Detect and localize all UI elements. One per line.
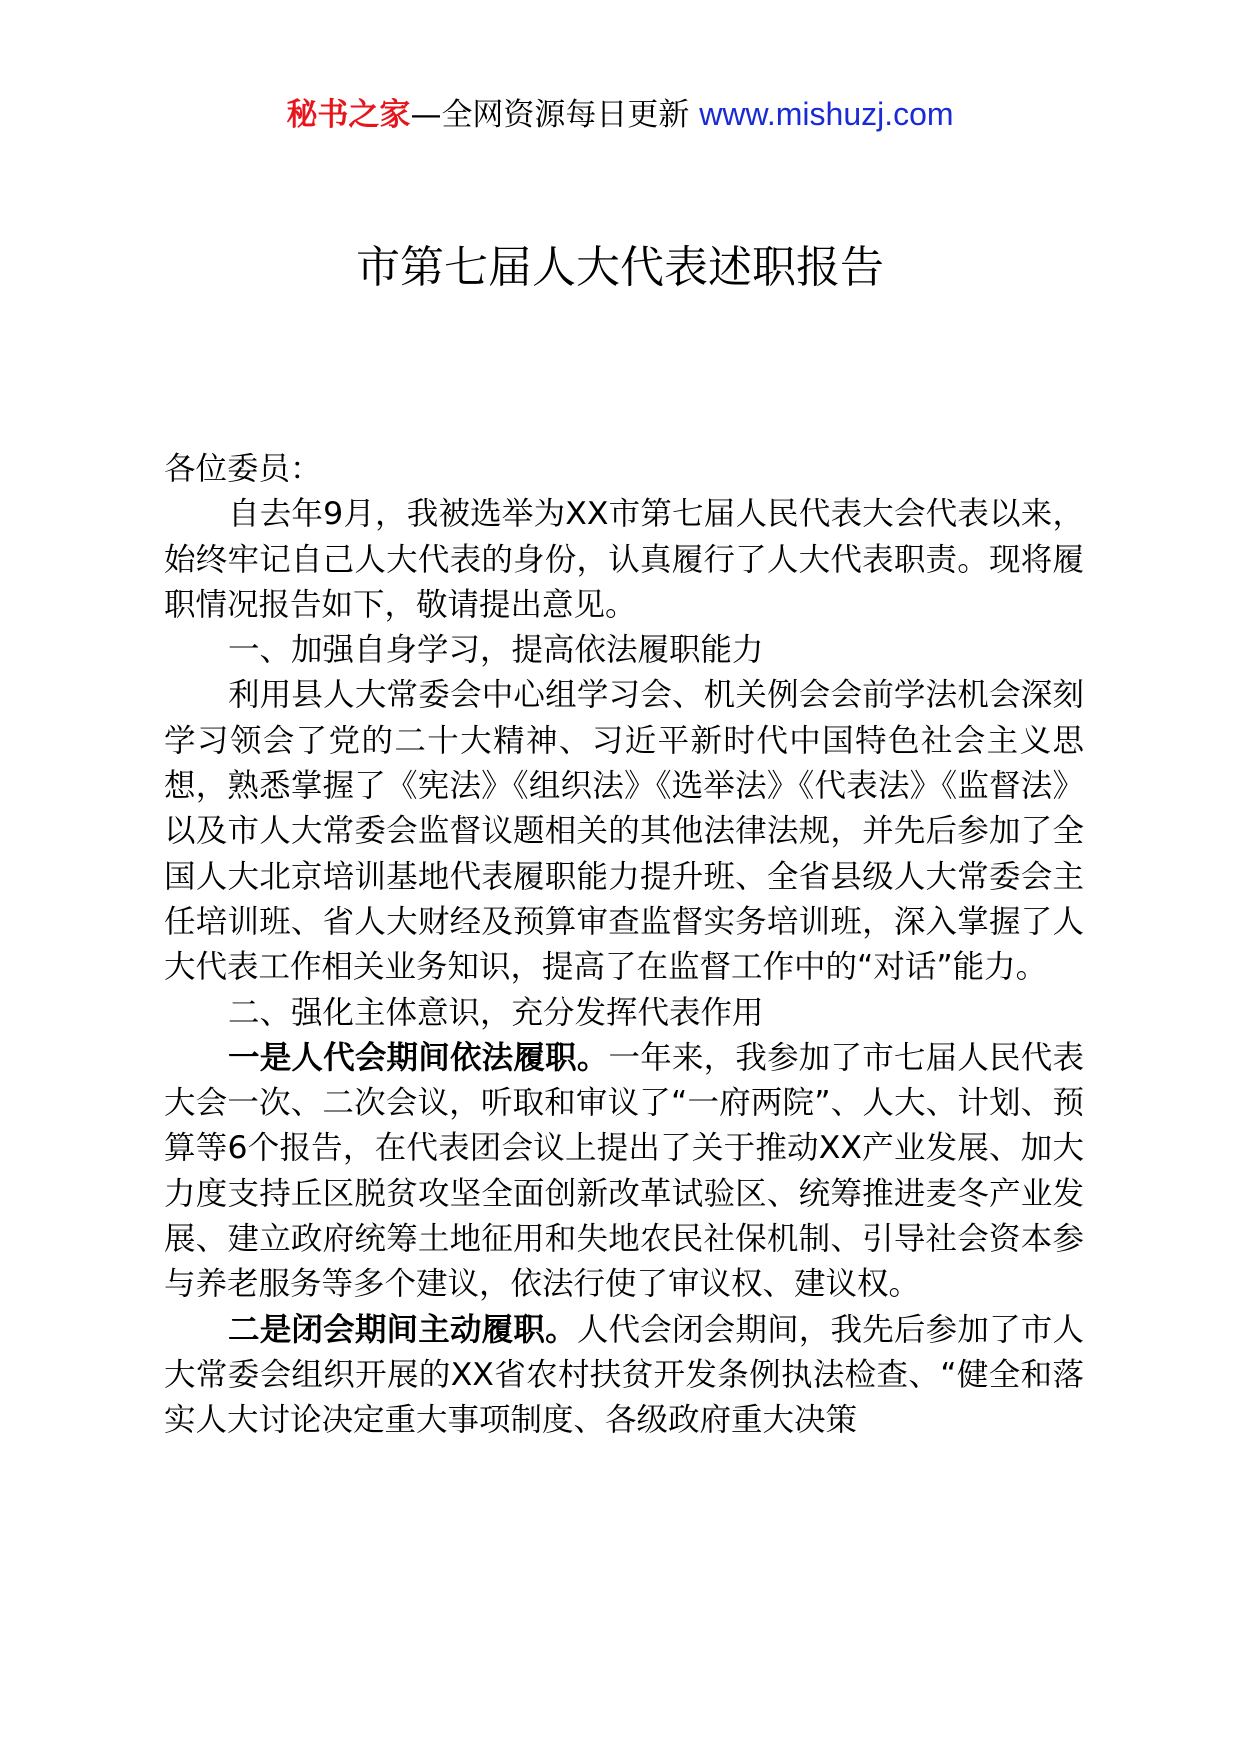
section-heading-1: 一、加强自身学习，提高依法履职能力 (228, 632, 764, 669)
item-paragraph-2 (164, 1308, 1084, 1444)
site-header (0, 92, 1240, 137)
site-url-link[interactable]: www.mishuzj.com (699, 96, 954, 132)
document-body (164, 447, 1084, 1444)
item-lead-2: 二是闭会期间主动履职。 (228, 1311, 577, 1348)
site-brand: 秘书之家 (286, 97, 411, 133)
section-paragraph-1: 利用县人大常委会中心组学习会、机关例会会前学法机会深刻学习领会了党的二十大精神、习近平新时代中国特色社会主义思想，熟悉掌握了《宪法》《组织法》《选举法》《代表法》《监督法》以及市人大常委会监督议题相关的其他法律法规，并先后参加了全国人大北京培训基地代表履职能力提升班、全省县级人大常委会主任培训班、省人大财经及预算审查监督实务培训班，深入掌握了人大代表工作相关业务知识，提高了在监督工作中的“对话”能力。 (164, 677, 1084, 986)
item-lead-1: 一是人代会期间依法履职。 (228, 1039, 609, 1076)
intro-paragraph: 自去年9月，我被选举为XX市第七届人民代表大会代表以来，始终牢记自己人大代表的身份，认真履行了人大代表职责。现将履职情况报告如下，敬请提出意见。 (164, 496, 1084, 623)
item-text-2: 人代会闭会期间，我先后参加了市人大常委会组织开展的XX省农村扶贫开发条例执法检查、“健全和落实人大讨论决定重大事项制度、各级政府重大决策 (164, 1311, 1084, 1439)
item-text-1: 一年来，我参加了市七届人民代表大会一次、二次会议，听取和审议了“一府两院”、人大、计划、预算等6个报告，在代表团会议上提出了关于推动XX产业发展、加大力度支持丘区脱贫攻坚全面创新改革试验区、统筹推进麦冬产业发展、建立政府统筹土地征用和失地农民社保机制、引导社会资本参与养老服务等多个建议，依法行使了审议权、建议权。 (164, 1039, 1084, 1303)
section-heading-2: 二、强化主体意识，充分发挥代表作用 (228, 994, 764, 1031)
document-title: 市第七届人大代表述职报告 (356, 242, 884, 293)
site-tagline: —全网资源每日更新 (410, 97, 690, 133)
item-paragraph-1 (164, 1036, 1084, 1308)
salutation: 各位委员： (164, 451, 322, 487)
